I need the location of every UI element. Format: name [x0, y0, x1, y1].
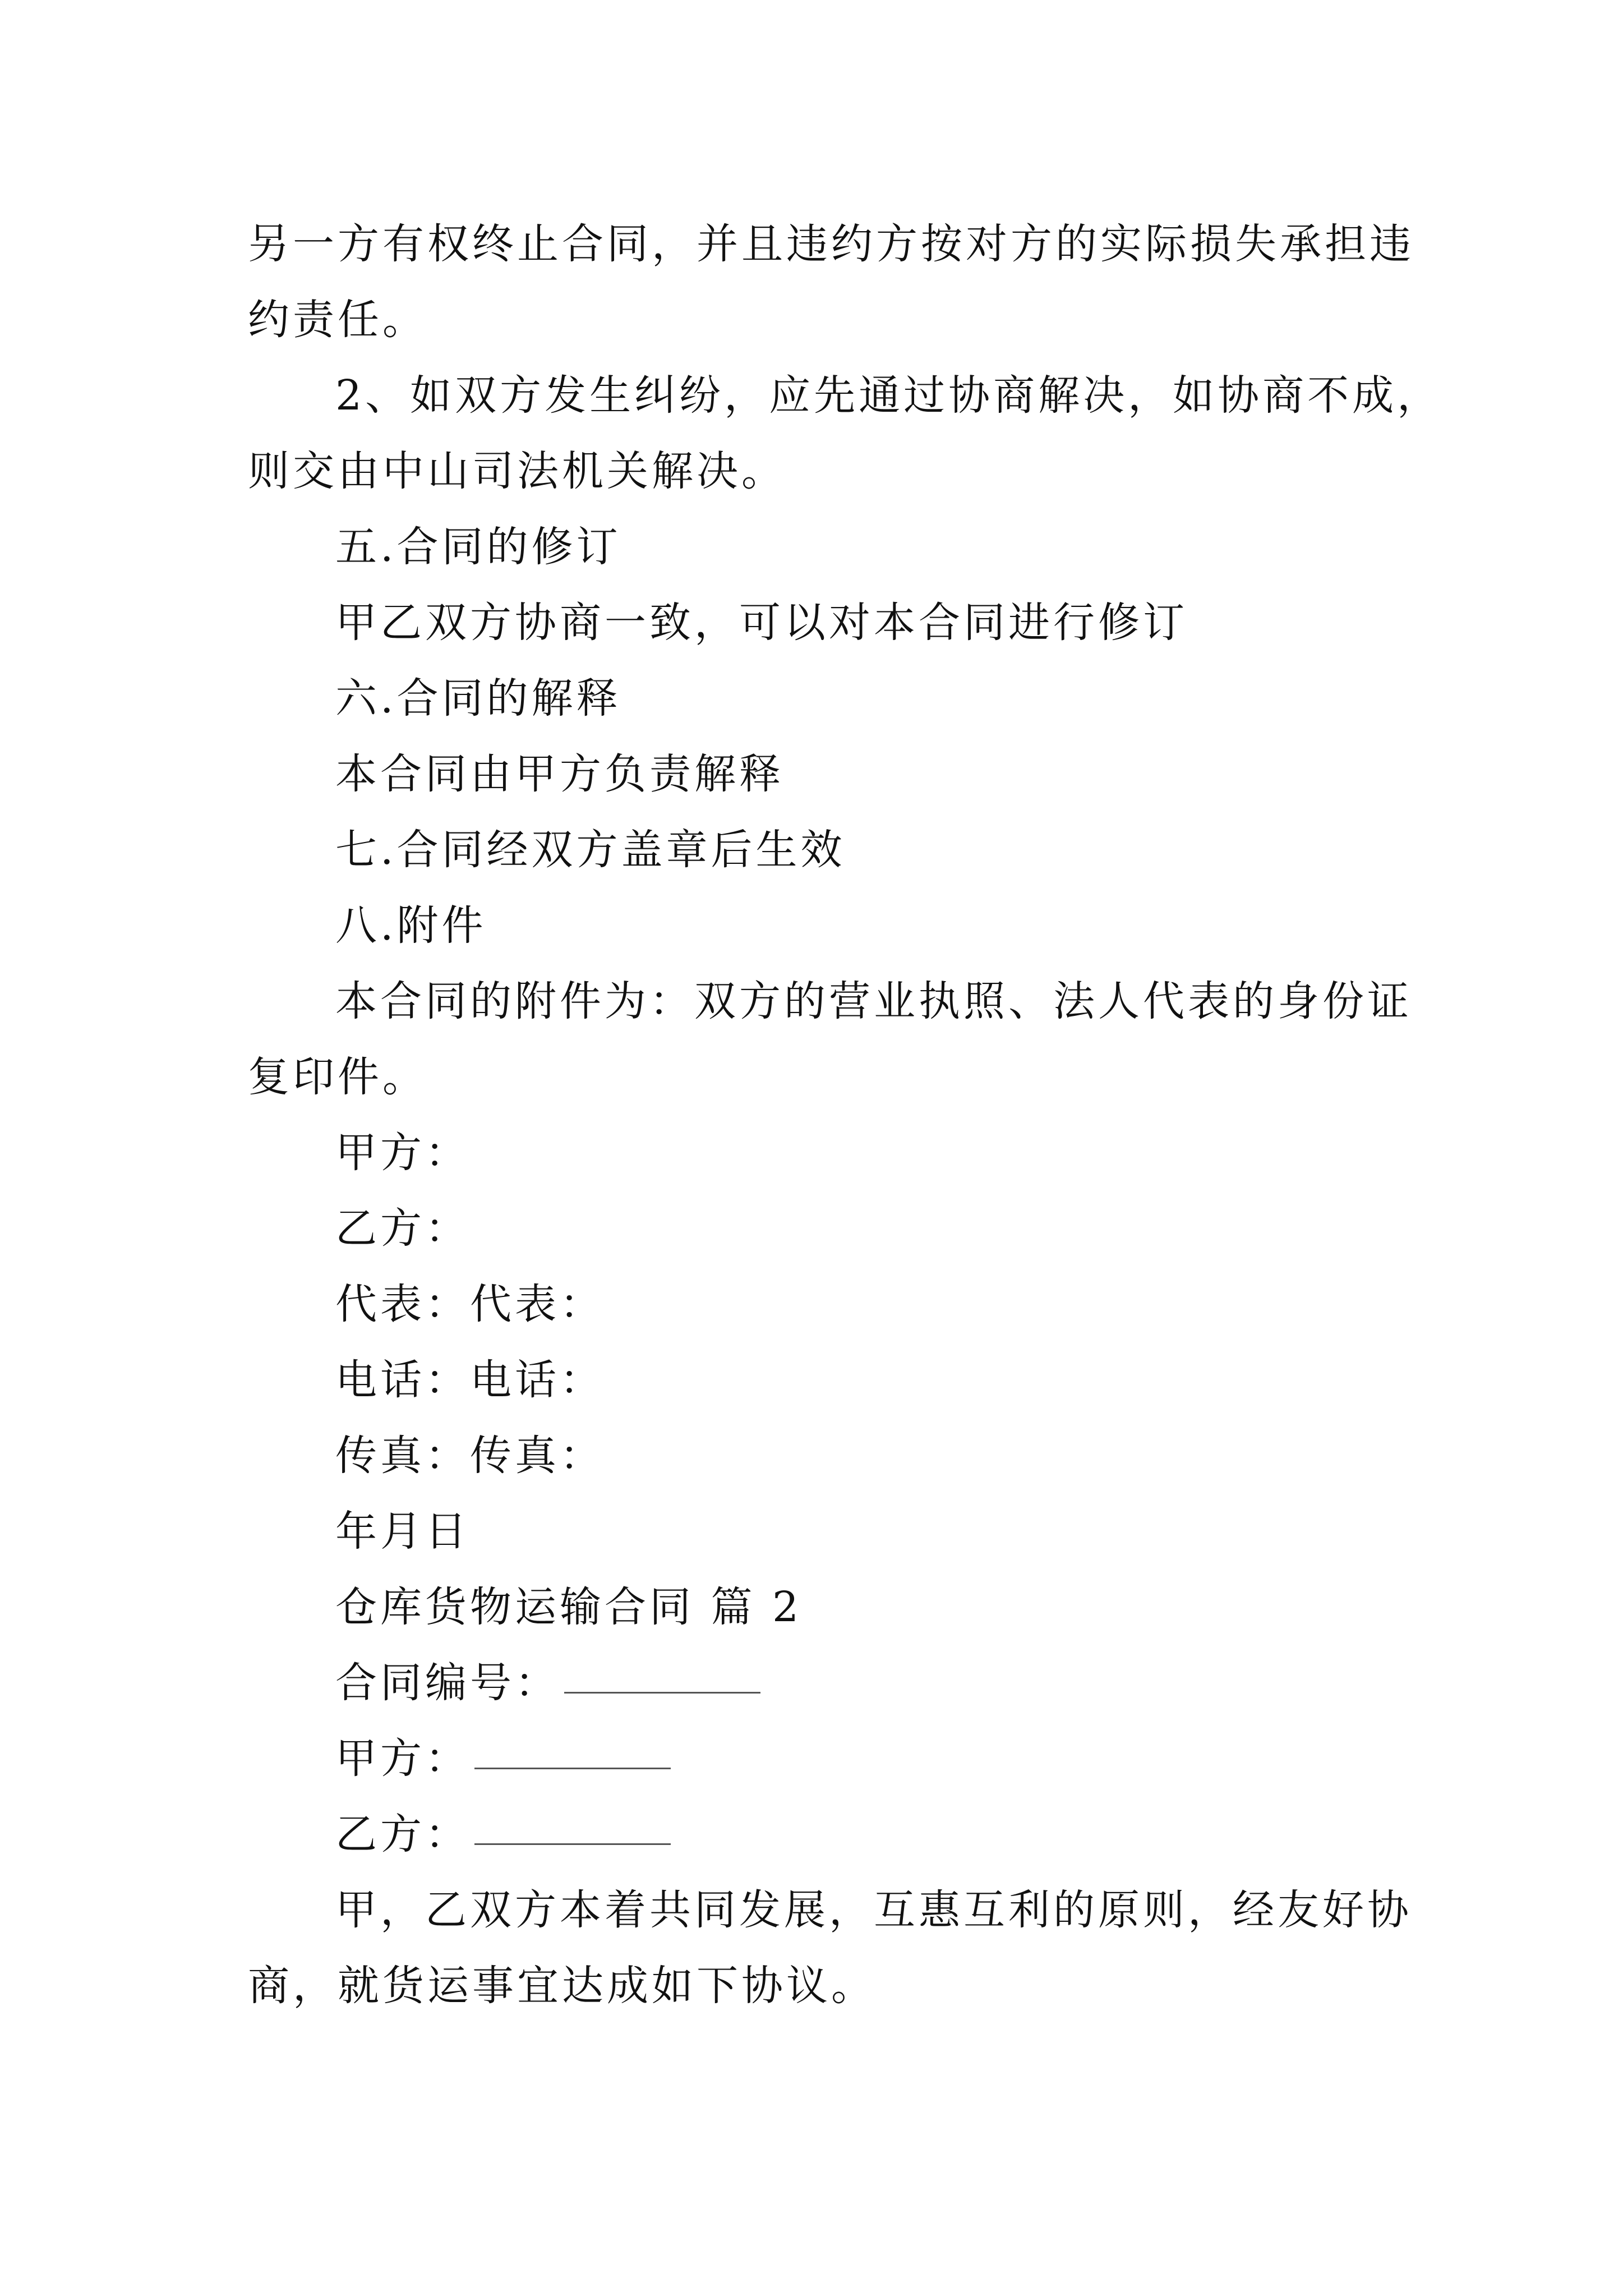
signature-field-party-a: 甲方： [335, 1129, 470, 1177]
paragraph-line: 本合同由甲方负责解释 [335, 750, 784, 798]
contract-number-label: 合同编号： [335, 1659, 560, 1707]
paragraph-line: 商，就货运事宜达成如下协议。 [248, 1962, 876, 2010]
paragraph-line: 复印件。 [248, 1053, 427, 1101]
section-heading: 七.合同经双方盖章后生效 [335, 826, 846, 874]
section-heading: 八.附件 [335, 901, 487, 950]
party-b-row [335, 1806, 671, 1862]
contract-number-row [335, 1655, 760, 1711]
signature-field-phone: 电话：电话： [335, 1356, 605, 1404]
party-b-blank [474, 1842, 671, 1845]
paragraph-line: 则交由中山司法机关解决。 [248, 447, 786, 495]
paragraph-line: 本合同的附件为：双方的营业执照、法人代表的身份证 [335, 977, 1412, 1025]
party-b-label: 乙方： [335, 1810, 470, 1858]
paragraph-line: 约责任。 [248, 296, 427, 344]
party-a-row [335, 1731, 671, 1787]
paragraph-line: 另一方有权终止合同，并且违约方按对方的实际损失承担违 [248, 220, 1414, 268]
section-heading: 六.合同的解释 [335, 674, 621, 723]
paragraph-line: 甲，乙双方本着共同发展，互惠互利的原则，经友好协 [335, 1886, 1412, 1934]
contract-title: 仓库货物运输合同 篇 2 [335, 1583, 803, 1631]
signature-field-date: 年月日 [335, 1507, 470, 1556]
signature-field-fax: 传真：传真： [335, 1432, 605, 1480]
contract-number-blank [564, 1691, 760, 1694]
signature-field-party-b: 乙方： [335, 1204, 470, 1253]
party-a-label: 甲方： [335, 1734, 470, 1783]
section-heading: 五.合同的修订 [335, 523, 621, 571]
paragraph-line: 2、如双方发生纠纷，应先通过协商解决，如协商不成， [335, 371, 1442, 420]
party-a-blank [474, 1766, 671, 1769]
paragraph-line: 甲乙双方协商一致，可以对本合同进行修订 [335, 599, 1188, 647]
signature-field-representative: 代表：代表： [335, 1280, 605, 1328]
